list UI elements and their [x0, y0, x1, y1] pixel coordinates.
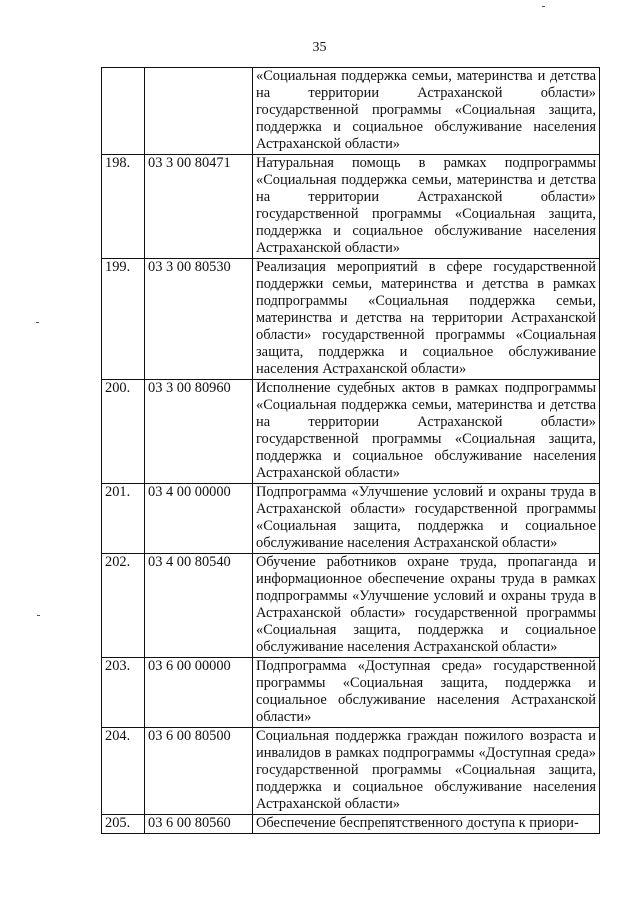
expense-description: «Социальная поддержка семьи, материнства и детства на территории Астраханской области» государственной программы «Социальная защита, поддержка и социальное обслуживание населения Астраханской области» [253, 68, 600, 155]
expense-description: Подпрограмма «Улучшение условий и охраны труда в Астраханской области» государственной программы «Социальная защита, поддержка и социальное обслуживание населения Астраханской области» [253, 484, 600, 554]
expense-description: Социальная поддержка граждан пожилого возраста и инвалидов в рамках подпрограммы «Доступная среда» государственной программы «Социальная защита, поддержка и социальное обслуживание населения Астраханской области» [253, 728, 600, 815]
table-row [102, 380, 600, 484]
row-number: 201. [102, 484, 145, 554]
row-number: 200. [102, 380, 145, 484]
table-row [102, 554, 600, 658]
classification-code: 03 4 00 00000 [145, 484, 253, 554]
row-number: 203. [102, 658, 145, 728]
classification-code: 03 3 00 80530 [145, 259, 253, 380]
table-row [102, 658, 600, 728]
classification-code: 03 6 00 00000 [145, 658, 253, 728]
scan-speck [37, 615, 40, 616]
row-number: 204. [102, 728, 145, 815]
expense-description: Реализация мероприятий в сфере государственной поддержки семьи, материнства и детства в рамках подпрограммы «Социальная поддержка семьи, материнства и детства на территории Астраханской области» государственной программы «Социальная защита, поддержка и социальное обслуживание населения Астраханской области» [253, 259, 600, 380]
row-number [102, 68, 145, 155]
table-row [102, 68, 600, 155]
scan-speck [542, 6, 545, 7]
scan-speck [36, 322, 39, 323]
classification-code: 03 3 00 80471 [145, 155, 253, 259]
row-number: 198. [102, 155, 145, 259]
classification-code: 03 3 00 80960 [145, 380, 253, 484]
budget-classification-table [101, 67, 600, 834]
classification-code: 03 6 00 80560 [145, 815, 253, 834]
expense-description: Обучение работников охране труда, пропаганда и информационное обеспечение охраны труда в рамках подпрограммы «Улучшение условий и охраны труда в Астраханской области» государственной программы «Социальная защита, поддержка и социальное обслуживание населения Астраханской области» [253, 554, 600, 658]
page-number: 35 [312, 40, 327, 55]
row-number: 199. [102, 259, 145, 380]
classification-code: 03 6 00 80500 [145, 728, 253, 815]
row-number: 202. [102, 554, 145, 658]
classification-code: 03 4 00 80540 [145, 554, 253, 658]
expense-description: Натуральная помощь в рамках подпрограммы «Социальная поддержка семьи, материнства и детства на территории Астраханской области» государственной программы «Социальная защита, поддержка и социальное обслуживание населения Астраханской области» [253, 155, 600, 259]
table-row [102, 155, 600, 259]
table-row [102, 484, 600, 554]
expense-description: Подпрограмма «Доступная среда» государственной программы «Социальная защита, поддержка и социальное обслуживание населения Астраханской области» [253, 658, 600, 728]
row-number: 205. [102, 815, 145, 834]
table-row [102, 815, 600, 834]
expense-description: Обеспечение беспрепятственного доступа к приори- [253, 815, 600, 834]
classification-code [145, 68, 253, 155]
table-row [102, 728, 600, 815]
table-row [102, 259, 600, 380]
expense-description: Исполнение судебных актов в рамках подпрограммы «Социальная поддержка семьи, материнства и детства на территории Астраханской области» государственной программы «Социальная защита, поддержка и социальное обслуживание населения Астраханской области» [253, 380, 600, 484]
